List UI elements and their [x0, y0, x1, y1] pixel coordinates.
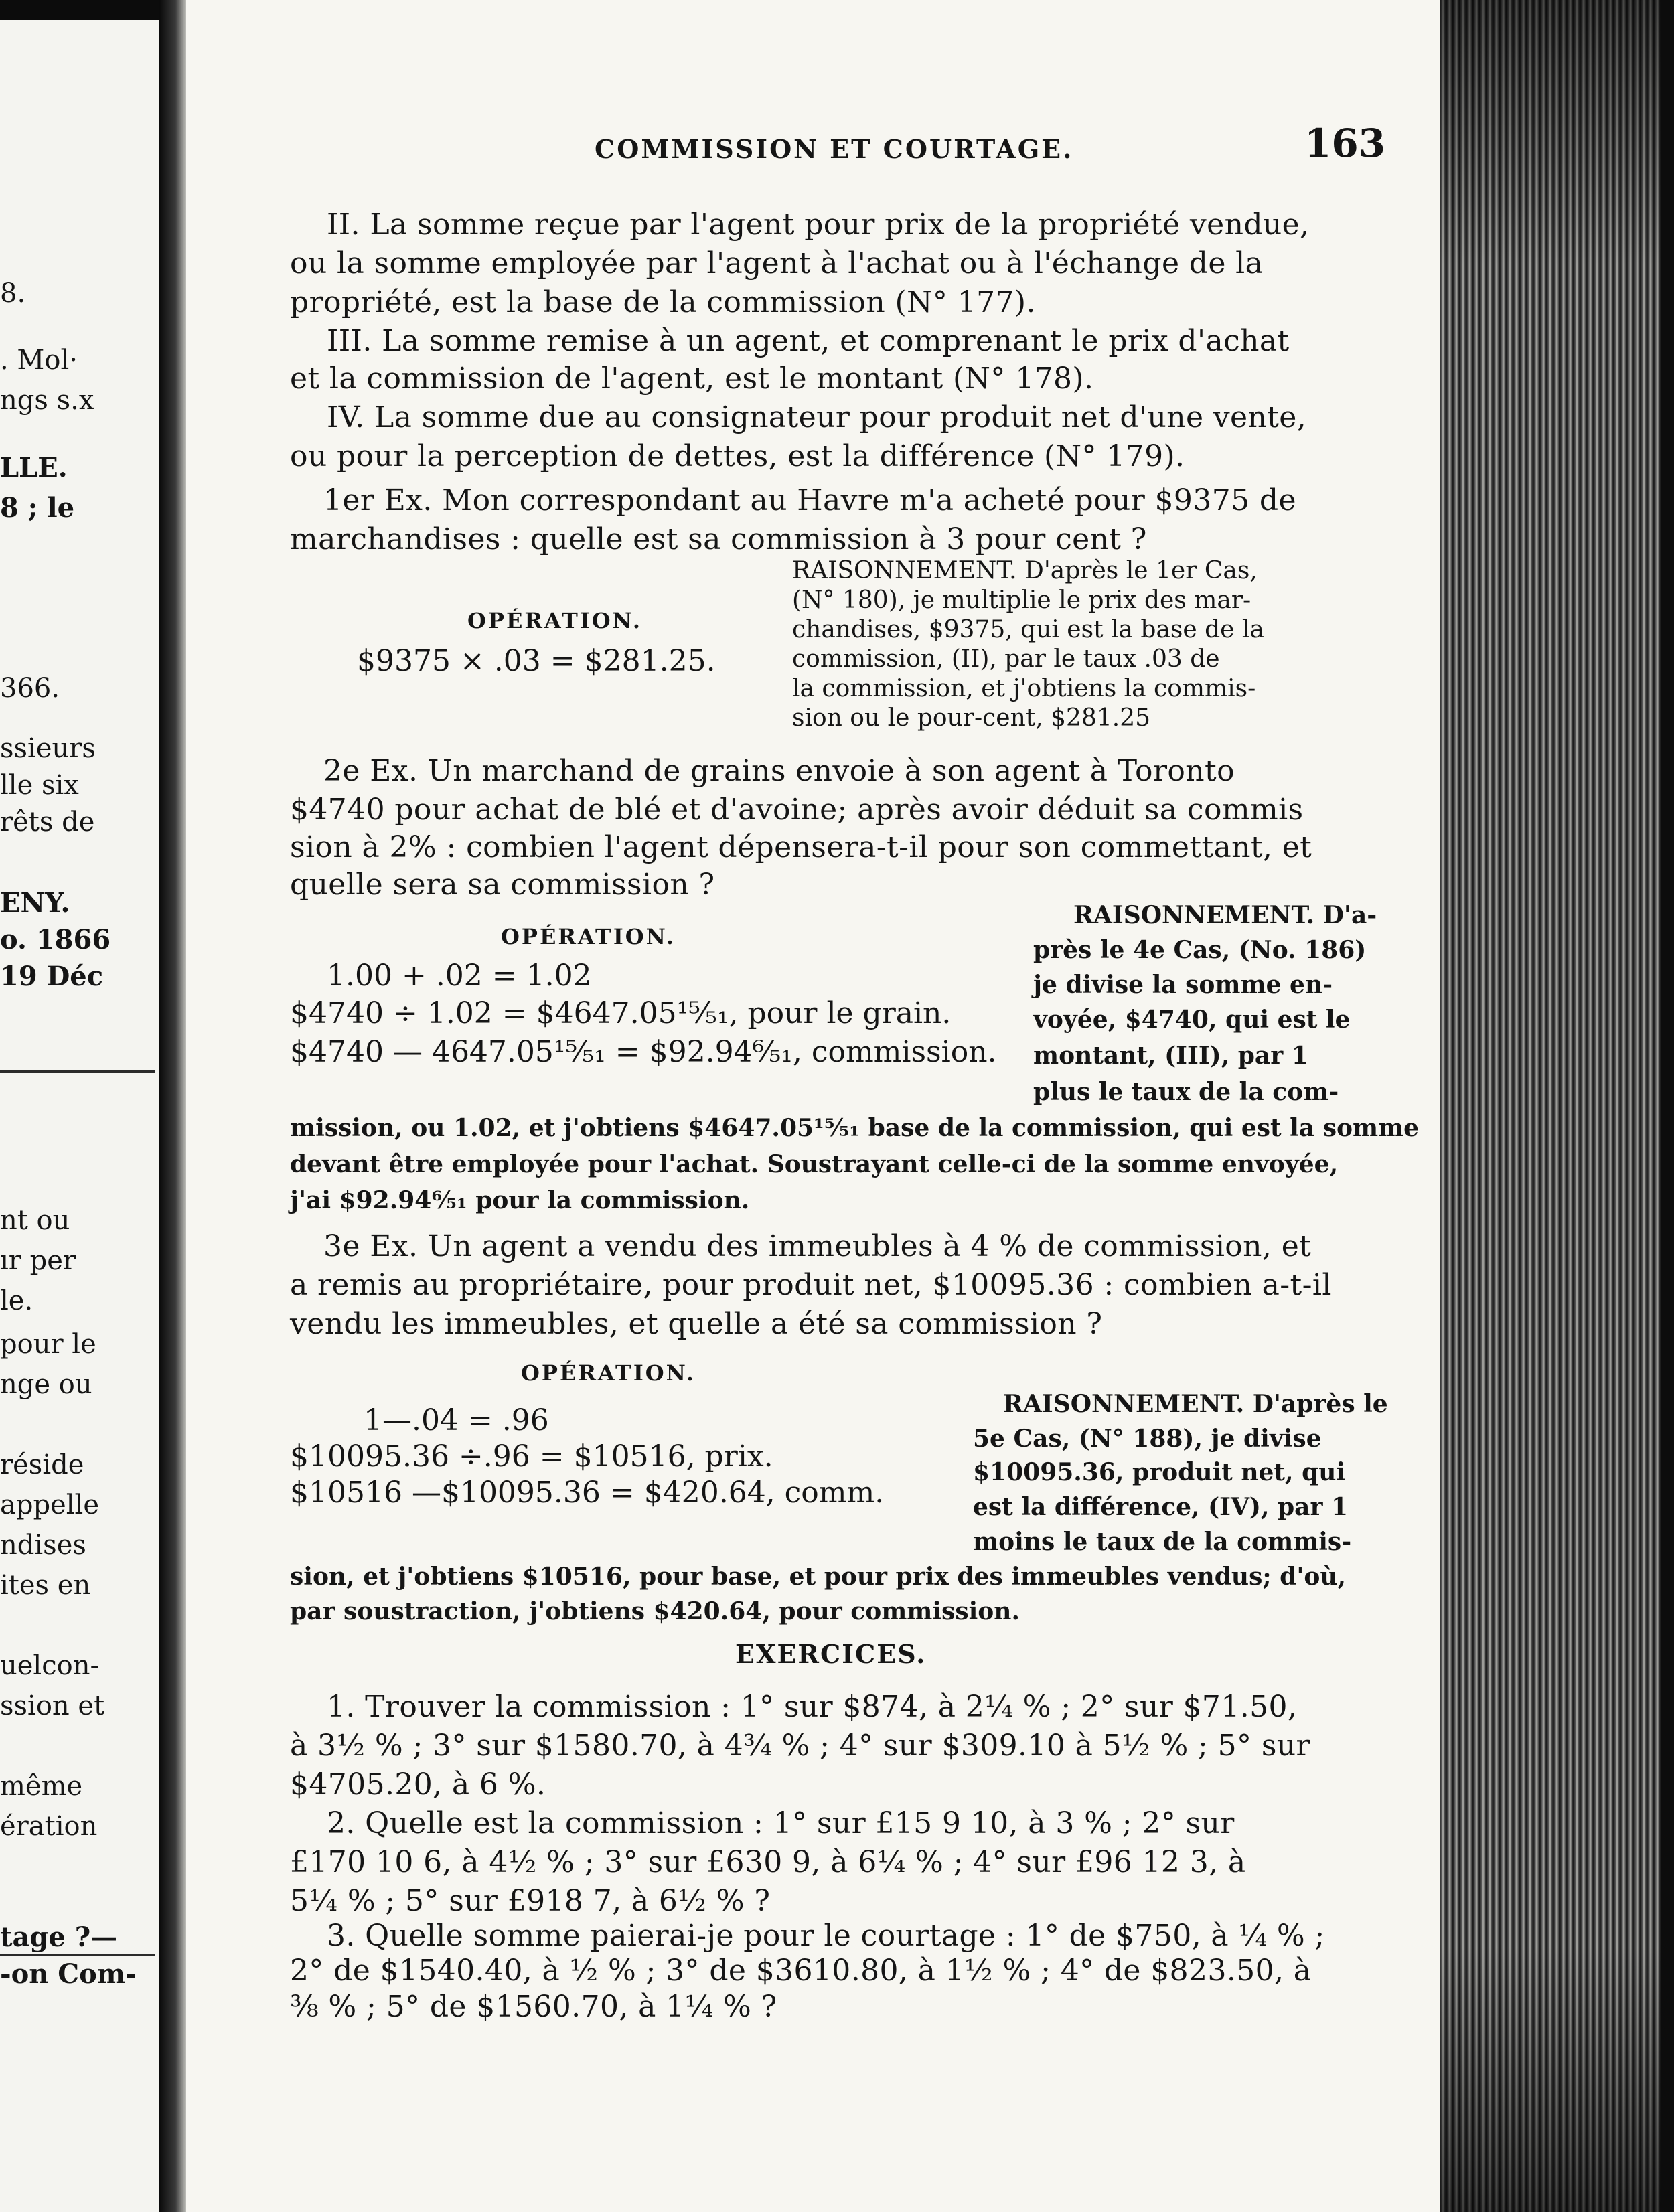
example-3-reasoning-line: RAISONNEMENT. D'après le: [1003, 1390, 1388, 1418]
example-1-reasoning-line: (N° 180), je multiplie le prix des mar-: [792, 586, 1251, 614]
example-3-question: 3e Ex. Un agent a vendu des immeubles à 4 % de commission, et: [323, 1229, 1312, 1263]
left-page-line: ır per: [0, 1245, 76, 1276]
example-1-reasoning-line: la commission, et j'obtiens la commis-: [792, 675, 1256, 702]
main-page: [186, 0, 1472, 2212]
left-page-line: 8.: [0, 278, 26, 309]
example-2-reasoning-continued: mission, ou 1.02, et j'obtiens $4647.05¹⁵⁄₅₁ base de la commission, qui est la somme: [290, 1114, 1420, 1142]
left-page-line: ndises: [0, 1530, 86, 1561]
example-2-reasoning-continued: j'ai $92.94⁶⁄₅₁ pour la commission.: [290, 1186, 750, 1214]
left-page-line: le.: [0, 1285, 33, 1316]
exercise-line: à 3½ % ; 3° sur $1580.70, à 4¾ % ; 4° sur $309.10 à 5½ % ; 5° sur: [290, 1729, 1310, 1763]
example-2-question: quelle sera sa commission ?: [290, 868, 715, 902]
example-1-question: 1er Ex. Mon correspondant au Havre m'a acheté pour $9375 de: [323, 483, 1296, 518]
example-3-reasoning-line: est la différence, (IV), par 1: [973, 1493, 1349, 1521]
example-3-operation-line: 1—.04 = .96: [364, 1403, 549, 1437]
left-page-line: uelcon-: [0, 1650, 99, 1681]
left-page-line: 19 Déc: [0, 961, 104, 992]
left-page-line: tage ?—: [0, 1921, 118, 1953]
left-page-line: rêts de: [0, 807, 95, 838]
left-page: [0, 20, 163, 2212]
definition-iv-line: IV. La somme due au consignateur pour produit net d'une vente,: [327, 400, 1307, 434]
left-page-line: LLE.: [0, 452, 68, 483]
left-page-line: même: [0, 1771, 83, 1802]
definition-ii-line: ou la somme employée par l'agent à l'achat ou à l'échange de la: [290, 246, 1264, 281]
definition-iii-line: et la commission de l'agent, est le montant (N° 178).: [290, 362, 1094, 396]
example-1-reasoning-line: RAISONNEMENT. D'après le 1er Cas,: [792, 557, 1258, 584]
exercise-line: $4705.20, à 6 %.: [290, 1767, 546, 1802]
left-page-line: ssion et: [0, 1690, 105, 1721]
left-page-line: ites en: [0, 1570, 91, 1601]
example-2-operation-line: $4740 ÷ 1.02 = $4647.05¹⁵⁄₅₁, pour le grain.: [290, 996, 952, 1030]
example-2-reasoning-line: voyée, $4740, qui est le: [1033, 1006, 1351, 1034]
left-page-line: appelle: [0, 1490, 99, 1520]
example-1-operation-heading: OPÉRATION.: [467, 608, 642, 633]
left-page-line: 366.: [0, 673, 60, 704]
definition-ii-line: propriété, est la base de la commission (N° 177).: [290, 285, 1036, 319]
definition-iv-line: ou pour la perception de dettes, est la différence (N° 179).: [290, 439, 1185, 473]
left-page-line: pour le: [0, 1329, 96, 1360]
exercise-line: 2° de $1540.40, à ½ % ; 3° de $3610.80, à 1½ % ; 4° de $823.50, à: [290, 1954, 1312, 1988]
example-2-question: 2e Ex. Un marchand de grains envoie à son agent à Toronto: [323, 754, 1235, 788]
exercise-line: ⅜ % ; 5° de $1560.70, à 1¼ % ?: [290, 1990, 777, 2024]
example-3-operation-line: $10095.36 ÷.96 = $10516, prix.: [290, 1439, 773, 1474]
example-3-reasoning-line: moins le taux de la commis-: [973, 1528, 1352, 1556]
example-1-reasoning-line: sion ou le pour-cent, $281.25: [792, 704, 1151, 732]
example-3-operation-line: $10516 —$10095.36 = $420.64, comm.: [290, 1476, 885, 1510]
left-page-line: o. 1866: [0, 924, 111, 955]
example-3-reasoning-continued: par soustraction, j'obtiens $420.64, pour commission.: [290, 1597, 1020, 1626]
left-page-rule: [0, 1954, 155, 1956]
exercise-line: 5¼ % ; 5° sur £918 7, à 6½ % ?: [290, 1884, 771, 1918]
page-number: 163: [1304, 121, 1386, 166]
example-2-reasoning-line: montant, (III), par 1: [1033, 1042, 1308, 1070]
left-page-line: nge ou: [0, 1369, 92, 1400]
exercise-line: 3. Quelle somme paierai-je pour le courtage : 1° de $750, à ¼ % ;: [327, 1919, 1325, 1953]
left-page-line: nt ou: [0, 1205, 70, 1236]
example-2-reasoning-line: plus le taux de la com-: [1033, 1078, 1339, 1106]
example-2-question: sion à 2% : combien l'agent dépensera-t-il pour son commettant, et: [290, 830, 1312, 864]
example-2-reasoning-line: RAISONNEMENT. D'a-: [1073, 901, 1377, 929]
left-page-line: ssieurs: [0, 733, 96, 764]
left-page-line: 8 ; le: [0, 492, 75, 524]
left-page-line: ngs s.x: [0, 385, 94, 416]
example-2-question: $4740 pour achat de blé et d'avoine; après avoir déduit sa commis: [290, 793, 1304, 827]
example-2-reasoning-line: je divise la somme en-: [1033, 971, 1333, 999]
left-page-line: réside: [0, 1449, 84, 1480]
example-3-operation-heading: OPÉRATION.: [521, 1360, 696, 1386]
example-1-operation-line: $9375 × .03 = $281.25.: [357, 644, 716, 678]
exercise-line: 1. Trouver la commission : 1° sur $874, à 2¼ % ; 2° sur $71.50,: [327, 1690, 1298, 1724]
example-2-operation-heading: OPÉRATION.: [501, 924, 676, 949]
example-2-operation-line: 1.00 + .02 = 1.02: [327, 959, 592, 993]
example-1-reasoning-line: chandises, $9375, qui est la base de la: [792, 616, 1264, 643]
left-page-line: . Mol·: [0, 345, 78, 376]
left-page-line: ENY.: [0, 887, 70, 919]
book-gutter: [159, 0, 186, 2212]
left-page-line: -on Com-: [0, 1958, 137, 1990]
exercise-line: £170 10 6, à 4½ % ; 3° sur £630 9, à 6¼ % ; 4° sur £96 12 3, à: [290, 1845, 1246, 1879]
definition-iii-line: III. La somme remise à un agent, et comprenant le prix d'achat: [327, 324, 1290, 358]
example-3-question: vendu les immeubles, et quelle a été sa commission ?: [290, 1307, 1103, 1341]
page-edges-shade: [1440, 0, 1661, 2212]
example-3-reasoning-line: 5e Cas, (N° 188), je divise: [973, 1425, 1322, 1453]
example-3-question: a remis au propriétaire, pour produit net, $10095.36 : combien a-t-il: [290, 1268, 1332, 1302]
example-2-reasoning-continued: devant être employée pour l'achat. Soustrayant celle-ci de la somme envoyée,: [290, 1150, 1339, 1178]
example-1-question: marchandises : quelle est sa commission à 3 pour cent ?: [290, 522, 1147, 556]
example-2-reasoning-line: près le 4e Cas, (No. 186): [1033, 936, 1367, 964]
example-1-reasoning-line: commission, (II), par le taux .03 de: [792, 645, 1220, 673]
example-3-reasoning-line: $10095.36, produit net, qui: [973, 1458, 1346, 1486]
left-page-rule: [0, 1070, 155, 1073]
exercise-line: 2. Quelle est la commission : 1° sur £15 9 10, à 3 % ; 2° sur: [327, 1806, 1235, 1840]
left-page-line: ération: [0, 1811, 98, 1842]
example-3-reasoning-continued: sion, et j'obtiens $10516, pour base, et pour prix des immeubles vendus; d'où,: [290, 1563, 1347, 1591]
definition-ii-line: II. La somme reçue par l'agent pour prix de la propriété vendue,: [327, 208, 1310, 242]
example-2-operation-line: $4740 — 4647.05¹⁵⁄₅₁ = $92.94⁶⁄₅₁, commission.: [290, 1035, 997, 1069]
left-page-line: lle six: [0, 770, 79, 801]
exercises-heading: EXERCICES.: [735, 1639, 927, 1669]
running-title: COMMISSION ET COURTAGE.: [595, 134, 1074, 164]
